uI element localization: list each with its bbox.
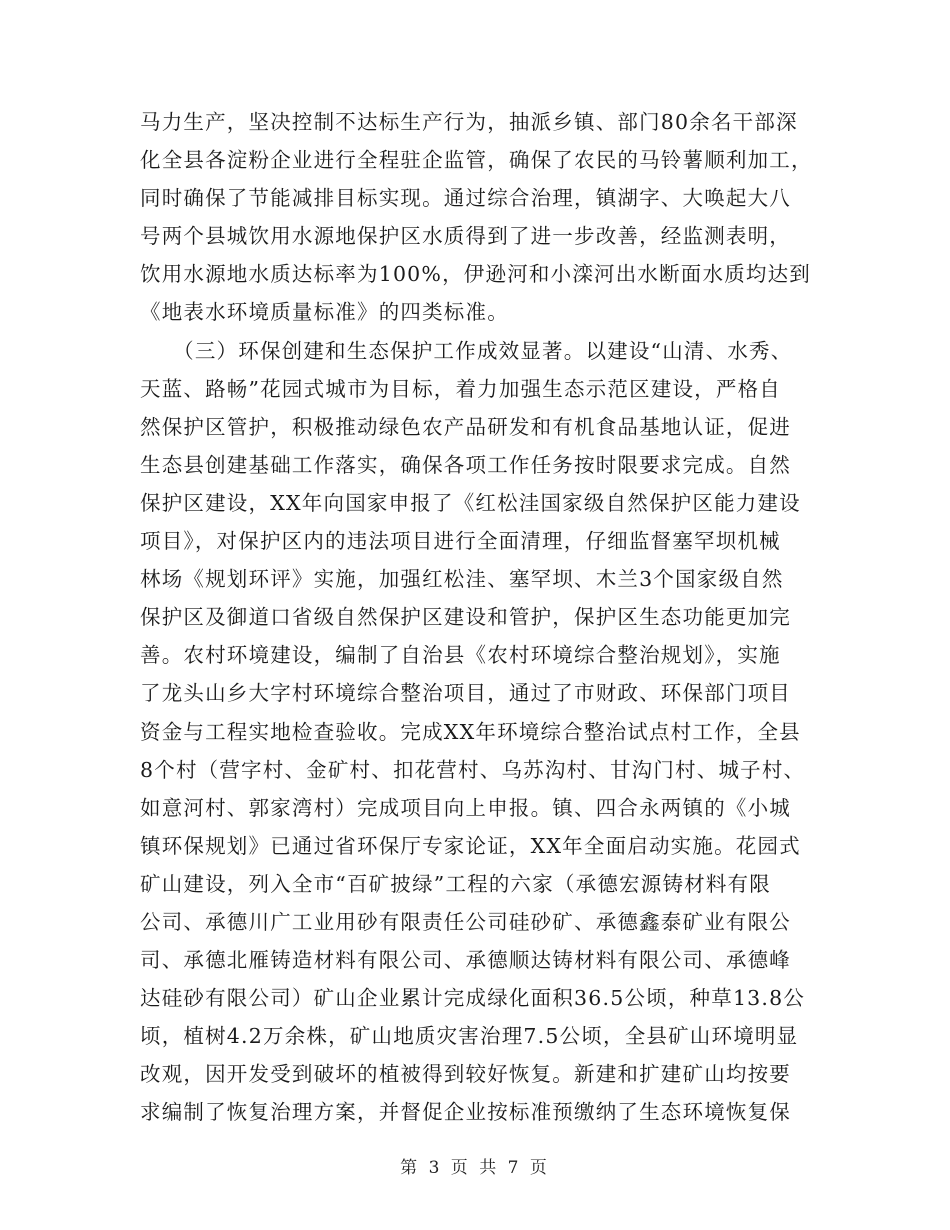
text-line: 然保护区管护，积极推动绿色农产品研发和有机食品基地认证，促进 xyxy=(140,414,791,439)
text-line: 号两个县城饮用水源地保护区水质得到了进一步改善，经监测表明， xyxy=(140,224,791,249)
text-line: （三）环保创建和生态保护工作成效显著。以建设“山清、水秀、 xyxy=(140,338,793,363)
text-line: 司、承德北雁铸造材料有限公司、承德顺达铸材料有限公司、承德峰 xyxy=(140,948,791,973)
text-line: 资金与工程实地检查验收。完成XX年环境综合整治试点村工作，全县 xyxy=(140,719,801,744)
text-line: 饮用水源地水质达标率为100%，伊逊河和小滦河出水断面水质均达到 xyxy=(140,262,812,287)
text-line: 顷，植树4.2万余株，矿山地质灾害治理7.5公顷，全县矿山环境明显 xyxy=(140,1024,799,1049)
text-line: 生态县创建基础工作落实，确保各项工作任务按时限要求完成。自然 xyxy=(140,452,791,477)
text-line: 改观，因开发受到破坏的植被得到较好恢复。新建和扩建矿山均按要 xyxy=(140,1062,791,1087)
text-line: 公司、承德川广工业用砂有限责任公司硅砂矿、承德鑫泰矿业有限公 xyxy=(140,909,791,934)
text-line: 8个村（营字村、金矿村、扣花营村、乌苏沟村、甘沟门村、城子村、 xyxy=(140,757,806,782)
text-line: 马力生产，坚决控制不达标生产行为，抽派乡镇、部门80余名干部深 xyxy=(140,110,798,134)
page-footer: 第 3 页 共 7 页 xyxy=(400,1158,550,1178)
text-line: 达硅砂有限公司）矿山企业累计完成绿化面积36.5公顷，种草13.8公 xyxy=(140,986,806,1011)
text-line: 保护区建设，XX年向国家申报了《红松洼国家级自然保护区能力建设 xyxy=(140,490,801,515)
text-line: 林场《规划环评》实施，加强红松洼、塞罕坝、木兰3个国家级自然 xyxy=(140,567,784,592)
text-line: 化全县各淀粉企业进行全程驻企监管，确保了农民的马铃薯顺利加工， xyxy=(140,148,813,173)
text-line: 保护区及御道口省级自然保护区建设和管护，保护区生态功能更加完 xyxy=(140,605,791,630)
text-line: 《地表水环境质量标准》的四类标准。 xyxy=(140,300,509,325)
body-text xyxy=(140,103,820,1132)
text-line: 求编制了恢复治理方案，并督促企业按标准预缴纳了生态环境恢复保 xyxy=(140,1100,791,1125)
text-line: 善。农村环境建设，编制了自治县《农村环境综合整治规划》，实施 xyxy=(140,643,781,668)
text-line: 同时确保了节能减排目标实现。通过综合治理，镇湖字、大唤起大八 xyxy=(140,186,791,211)
text-line: 天蓝、路畅”花园式城市为目标，着力加强生态示范区建设，严格自 xyxy=(140,376,781,401)
text-line: 矿山建设，列入全市“百矿披绿”工程的六家（承德宏源铸材料有限 xyxy=(140,871,771,896)
text-line: 项目》，对保护区内的违法项目进行全面清理，仔细监督塞罕坝机械 xyxy=(140,529,781,554)
text-line: 了龙头山乡大字村环境综合整治项目，通过了市财政、环保部门项目 xyxy=(140,681,791,706)
text-line: 镇环保规划》已通过省环保厅专家论证，XX年全面启动实施。花园式 xyxy=(140,833,801,858)
text-line: 如意河村、郭家湾村）完成项目向上申报。镇、四合永两镇的《小城 xyxy=(140,795,791,820)
